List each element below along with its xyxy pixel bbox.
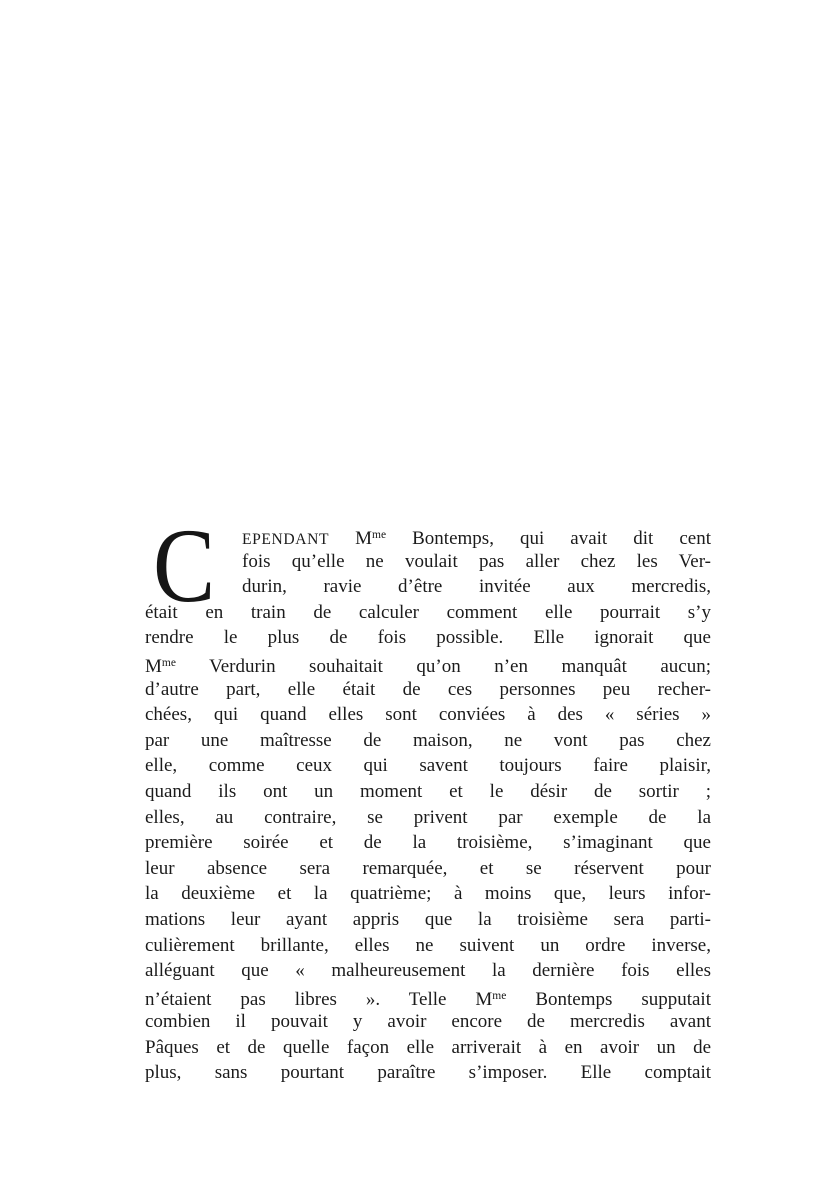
text-line bbox=[145, 625, 711, 651]
text-line bbox=[145, 702, 711, 728]
text-segment: était en train de calculer comment elle pourrait s’y bbox=[145, 601, 711, 623]
text-segment: Verdurin souhaitait qu’on n’en manquât aucun; bbox=[175, 655, 711, 677]
text-line bbox=[145, 907, 711, 933]
text-segment: d’autre part, elle était de ces personnes peu recher- bbox=[145, 678, 711, 700]
text-line bbox=[145, 523, 711, 549]
text-segment: me bbox=[161, 656, 176, 669]
text-segment: culièrement brillante, elles ne suivent un ordre inverse, bbox=[145, 934, 711, 956]
text-line bbox=[145, 549, 711, 575]
text-line bbox=[145, 933, 711, 959]
text-line bbox=[145, 1035, 711, 1061]
text-segment: M bbox=[329, 528, 373, 549]
text-segment: chées, qui quand elles sont conviées à des « séries » bbox=[145, 704, 711, 726]
text-line bbox=[145, 574, 711, 600]
text-column bbox=[145, 507, 711, 1086]
paragraph bbox=[145, 523, 711, 1086]
text-line bbox=[145, 1060, 711, 1086]
text-line bbox=[145, 753, 711, 779]
text-segment: alléguant que « malheureusement la dernière fois elles bbox=[145, 960, 711, 982]
text-segment: fois qu’elle ne voulait pas aller chez les Ver- bbox=[242, 550, 711, 572]
text-line bbox=[145, 958, 711, 984]
text-segment: par une maîtresse de maison, ne vont pas chez bbox=[145, 729, 711, 751]
text-line bbox=[145, 856, 711, 882]
text-segment: rendre le plus de fois possible. Elle ignorait que bbox=[145, 627, 711, 649]
text-segment: Bontemps supputait bbox=[506, 988, 711, 1010]
text-line bbox=[145, 1009, 711, 1035]
text-segment: n’étaient pas libres ». Telle M bbox=[145, 988, 493, 1010]
text-segment: durin, ravie d’être invitée aux mercredis, bbox=[242, 576, 711, 598]
text-segment: leur absence sera remarquée, et se réservent pour bbox=[145, 857, 711, 879]
text-segment: elle, comme ceux qui savent toujours faire plaisir, bbox=[145, 755, 711, 777]
text-segment: la deuxième et la quatrième; à moins que, leurs infor- bbox=[145, 883, 711, 905]
text-line bbox=[145, 651, 711, 677]
text-segment: me bbox=[492, 989, 507, 1002]
text-line bbox=[145, 677, 711, 703]
text-line bbox=[145, 805, 711, 831]
text-segment: quand ils ont un moment et le désir de sortir ; bbox=[145, 780, 711, 802]
text-line bbox=[145, 600, 711, 626]
text-segment: combien il pouvait y avoir encore de mercredis avant bbox=[145, 1011, 711, 1033]
text-segment: EPENDANT bbox=[242, 531, 330, 548]
text-segment: elles, au contraire, se privent par exemple de la bbox=[145, 806, 711, 828]
text-line bbox=[145, 881, 711, 907]
text-segment: mations leur ayant appris que la troisième sera parti- bbox=[145, 908, 711, 930]
text-line bbox=[145, 984, 711, 1010]
text-line bbox=[145, 728, 711, 754]
text-line bbox=[145, 779, 711, 805]
text-segment: première soirée et de la troisième, s’imaginant que bbox=[145, 832, 711, 854]
text-segment: Pâques et de quelle façon elle arriverait à en avoir un de bbox=[145, 1036, 711, 1058]
text-segment: Bontemps, qui avait dit cent bbox=[386, 528, 711, 549]
text-line bbox=[145, 830, 711, 856]
text-segment: me bbox=[372, 529, 387, 541]
drop-cap-letter: C bbox=[153, 507, 216, 624]
text-segment: M bbox=[145, 655, 162, 677]
text-segment: plus, sans pourtant paraître s’imposer. Elle comptait bbox=[145, 1062, 711, 1084]
